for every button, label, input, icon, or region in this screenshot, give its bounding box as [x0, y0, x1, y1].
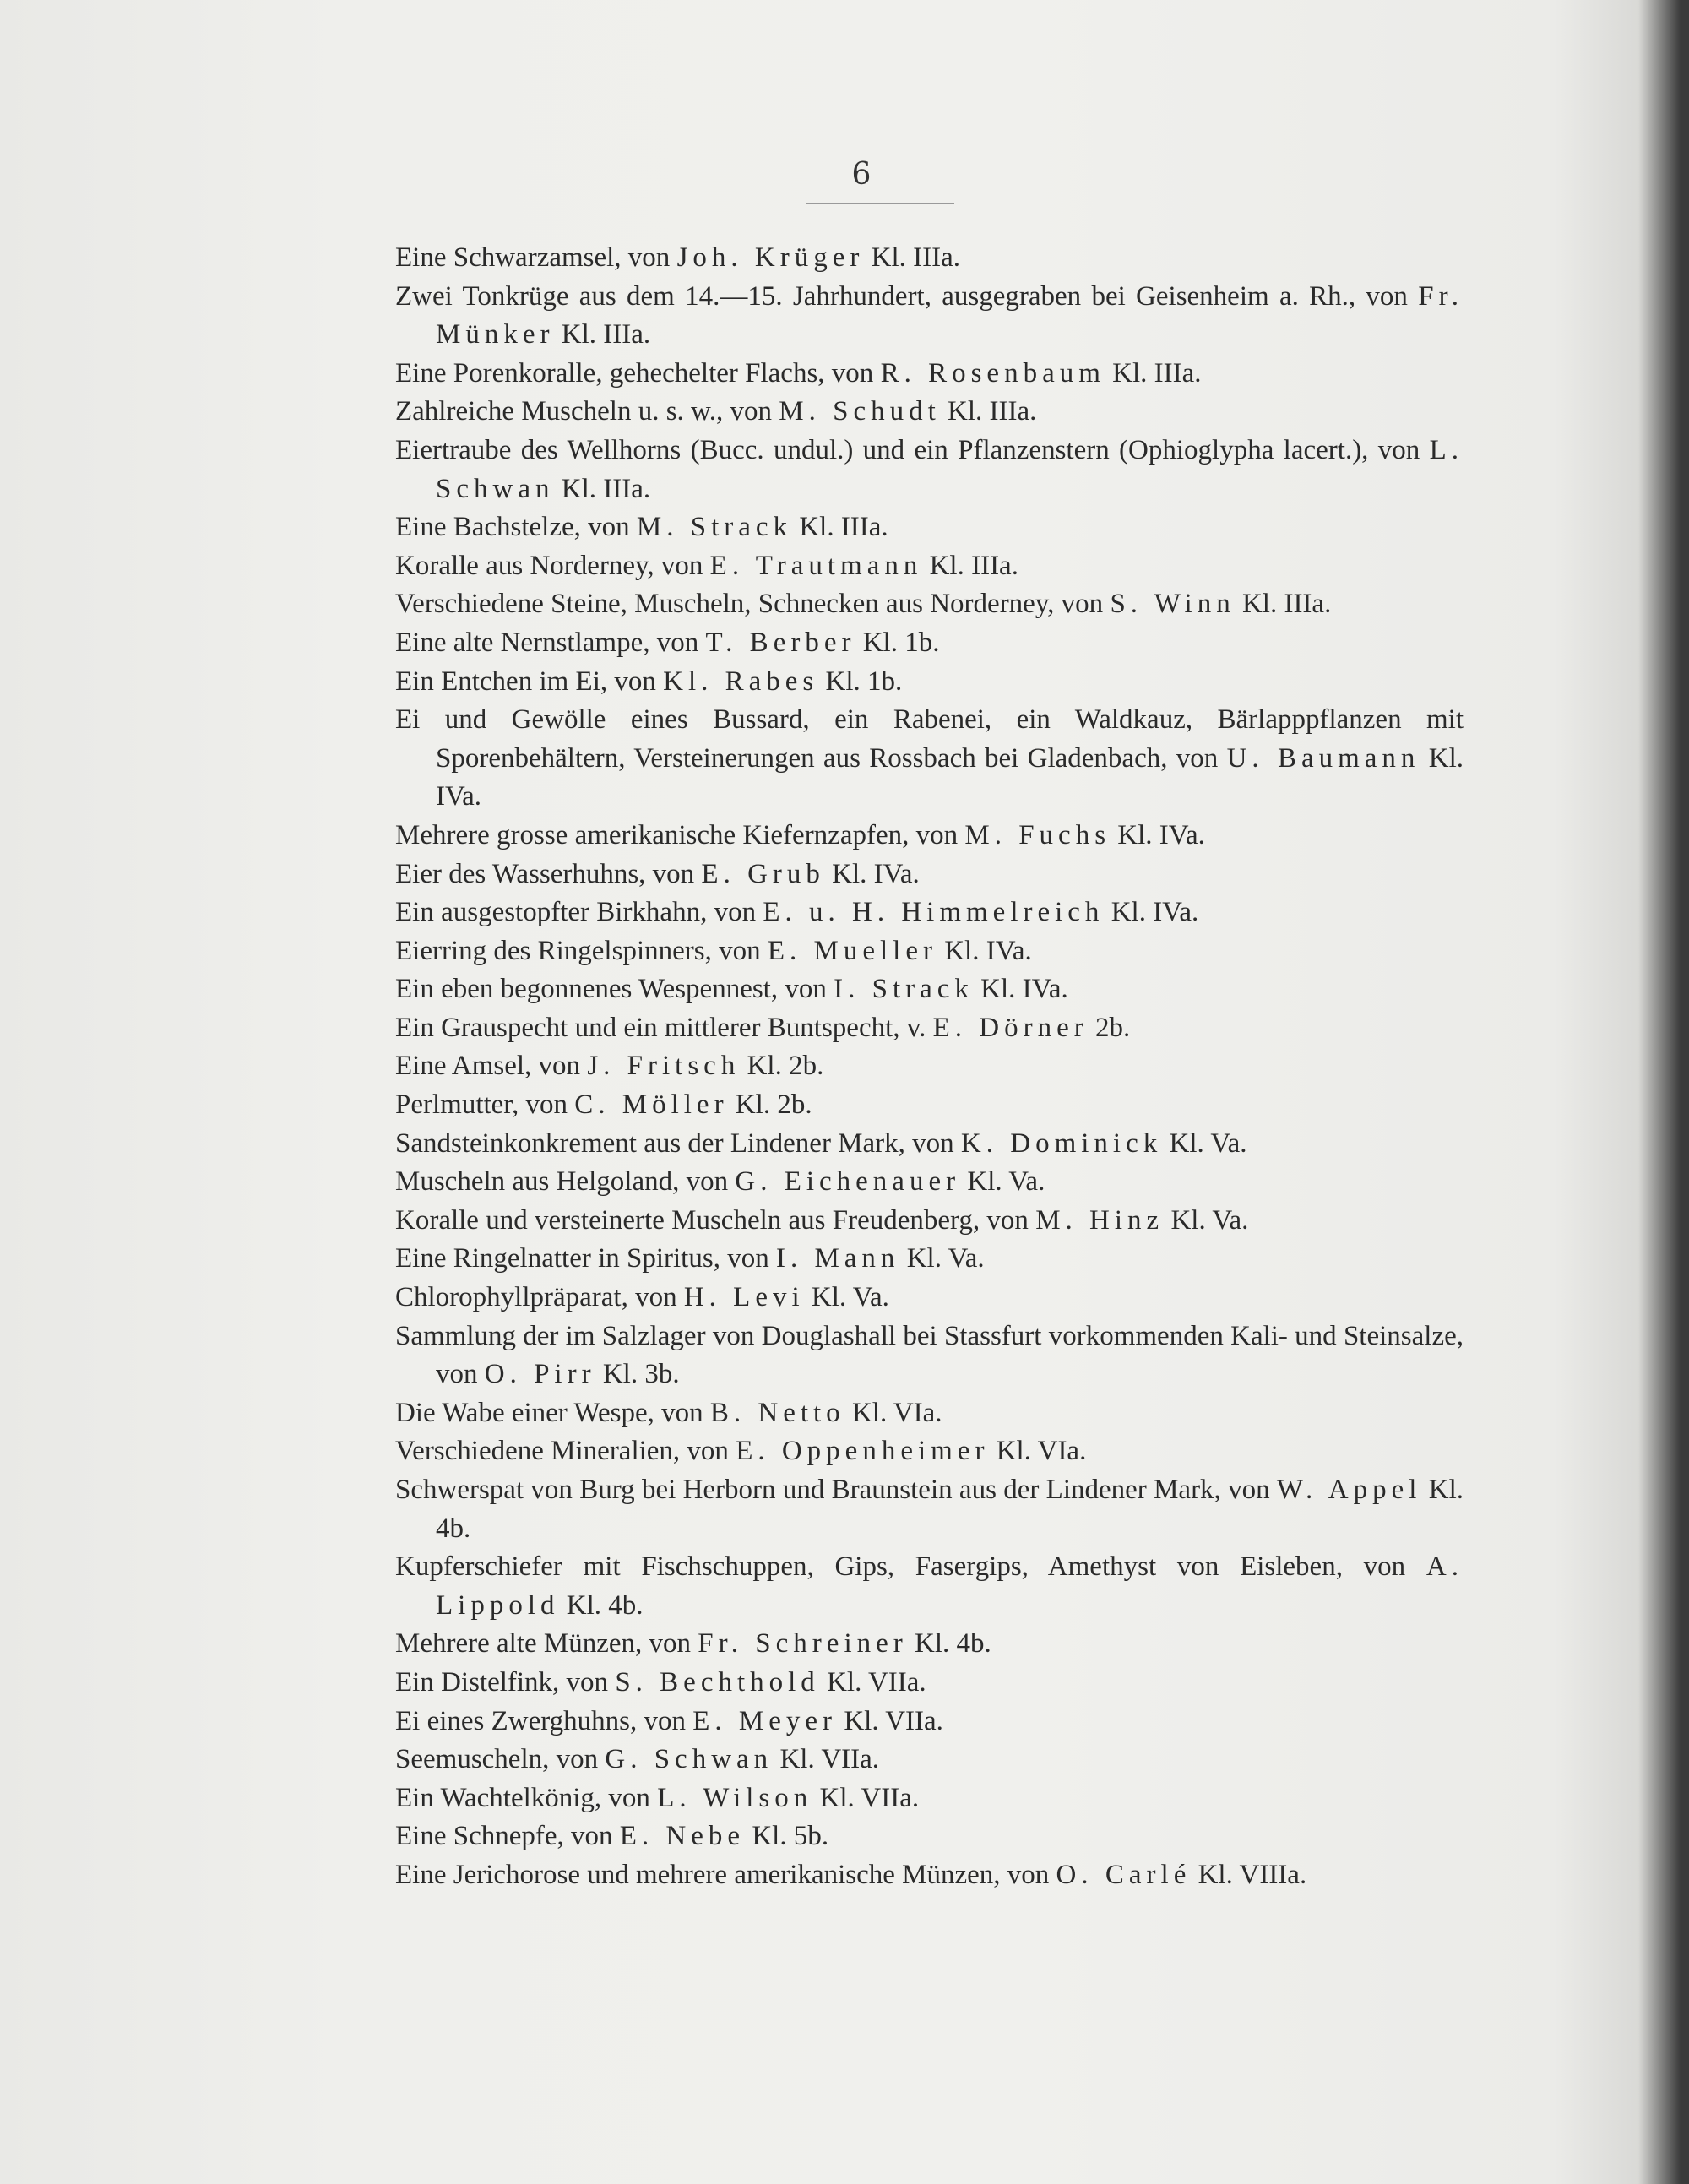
list-entry: Eine Amsel, von J. Fritsch Kl. 2b. — [395, 1051, 824, 1082]
list-entry: Eine Ringelnatter in Spiritus, von I. Mann Kl. Va. — [395, 1243, 985, 1274]
donation-list — [395, 239, 1464, 1895]
header-rule — [806, 203, 954, 204]
donor-name: K. Dominick — [960, 1127, 1163, 1159]
list-entry: Koralle aus Norderney, von E. Trautmann Kl. IIIa. — [395, 550, 1018, 581]
list-entry: Verschiedene Steine, Muscheln, Schnecken aus Norderney, von S. Winn Kl. IIIa. — [395, 589, 1332, 620]
list-entry: Koralle und versteinerte Muscheln aus Freudenberg, von M. Hinz Kl. Va. — [395, 1204, 1249, 1236]
donor-name: R. Rosenbaum — [880, 357, 1105, 388]
list-entry: Schwerspat von Burg bei Herborn und Braunstein aus der Lindener Mark, von W. Appel Kl. 4b. — [395, 1475, 1464, 1544]
donor-name: H. Levi — [683, 1282, 805, 1313]
list-entry: Mehrere grosse amerikanische Kiefernzapfen, von M. Fuchs Kl. IVa. — [395, 819, 1205, 850]
donor-name: E. Grub — [701, 858, 825, 889]
list-entry: Die Wabe einer Wespe, von B. Netto Kl. VIa. — [395, 1397, 942, 1428]
list-entry: Ein Grauspecht und ein mittlerer Buntspecht, v. E. Dörner 2b. — [395, 1012, 1131, 1043]
list-entry: Zwei Tonkrüge aus dem 14.—15. Jahrhundert, ausgegraben bei Geisenheim a. Rh., von Fr. Münker Kl. IIIa. — [395, 280, 1464, 350]
donor-name: Fr. Münker — [436, 280, 1464, 350]
list-entry: Ei und Gewölle eines Bussard, ein Rabenei, ein Waldkauz, Bärlapppflanzen mit Sporenbehältern, Versteinerungen aus Rossbach bei Gladenbach, von U. Baumann Kl. IVa. — [395, 704, 1464, 812]
donor-name: E. Trautmann — [709, 550, 923, 581]
list-entry: Ein eben begonnenes Wespennest, von I. Strack Kl. IVa. — [395, 974, 1068, 1005]
list-entry: Sammlung der im Salzlager von Douglashall bei Stassfurt vorkommenden Kali- und Steinsalze, von O. Pirr Kl. 3b. — [395, 1320, 1464, 1390]
list-entry: Eine Schwarzamsel, von Joh. Krüger Kl. IIIa. — [395, 242, 960, 273]
donor-name: U. Baumann — [1226, 742, 1420, 774]
donor-name: T. Berber — [705, 627, 856, 658]
list-entry: Eierring des Ringelspinners, von E. Mueller Kl. IVa. — [395, 935, 1032, 966]
list-entry: Mehrere alte Münzen, von Fr. Schreiner Kl. 4b. — [395, 1628, 991, 1660]
donor-name: E. Oppenheimer — [736, 1436, 990, 1467]
donor-name: A. Lippold — [436, 1551, 1464, 1621]
donor-name: I. Mann — [775, 1243, 900, 1274]
page-number: 6 — [851, 157, 872, 192]
list-entry: Eine Bachstelze, von M. Strack Kl. IIIa. — [395, 512, 888, 543]
list-entry: Kupferschiefer mit Fischschuppen, Gips, Fasergips, Amethyst von Eisleben, von A. Lippold Kl. 4b. — [395, 1551, 1464, 1621]
donor-name: E. Meyer — [692, 1705, 838, 1736]
donor-name: B. Netto — [709, 1397, 845, 1428]
list-entry: Muscheln aus Helgoland, von G. Eichenauer Kl. Va. — [395, 1166, 1045, 1198]
donor-name: M. Fuchs — [964, 819, 1111, 850]
list-entry: Eine alte Nernstlampe, von T. Berber Kl. 1b. — [395, 627, 940, 658]
donor-name: Joh. Krüger — [676, 242, 865, 273]
donor-name: I. Strack — [834, 974, 974, 1005]
list-entry: Ein ausgestopfter Birkhahn, von E. u. H. Himmelreich Kl. IVa. — [395, 897, 1199, 928]
donor-name: S. Winn — [1110, 589, 1236, 620]
donor-name: E. Dörner — [932, 1012, 1089, 1043]
list-entry: Zahlreiche Muscheln u. s. w., von M. Schudt Kl. IIIa. — [395, 396, 1037, 427]
list-entry: Ein Wachtelkönig, von L. Wilson Kl. VIIa. — [395, 1782, 920, 1813]
donor-name: G. Schwan — [605, 1744, 774, 1775]
donor-name: L. Wilson — [657, 1782, 813, 1813]
list-entry: Ei eines Zwerghuhns, von E. Meyer Kl. VIIa. — [395, 1705, 943, 1736]
donor-name: M. Hinz — [1035, 1204, 1165, 1236]
list-entry: Sandsteinkonkrement aus der Lindener Mark, von K. Dominick Kl. Va. — [395, 1127, 1247, 1159]
donor-name: M. Schudt — [779, 396, 941, 427]
donor-name: J. Fritsch — [587, 1051, 741, 1082]
list-entry: Seemuscheln, von G. Schwan Kl. VIIa. — [395, 1744, 880, 1775]
donor-name: E. Mueller — [767, 935, 937, 966]
list-entry: Verschiedene Mineralien, von E. Oppenheimer Kl. VIa. — [395, 1436, 1087, 1467]
donor-name: C. Möller — [574, 1089, 729, 1121]
donor-name: E. u. H. Himmelreich — [763, 897, 1105, 928]
donor-name: Kl. Rabes — [663, 666, 819, 697]
donor-name: W. Appel — [1276, 1475, 1422, 1505]
donor-name: O. Carlé — [1056, 1859, 1192, 1890]
list-entry: Eine Schnepfe, von E. Nebe Kl. 5b. — [395, 1821, 829, 1852]
donor-name: O. Pirr — [484, 1359, 596, 1390]
list-entry: Ein Entchen im Ei, von Kl. Rabes Kl. 1b. — [395, 666, 903, 697]
donor-name: E. Nebe — [619, 1821, 746, 1852]
donor-name: G. Eichenauer — [735, 1166, 961, 1198]
list-entry: Eine Jerichorose und mehrere amerikanische Münzen, von O. Carlé Kl. VIIIa. — [395, 1859, 1307, 1890]
donor-name: Fr. Schreiner — [698, 1628, 908, 1660]
list-entry: Eiertraube des Wellhorns (Bucc. undul.) und ein Pflanzenstern (Ophioglypha lacert.), von L. Schwan Kl. IIIa. — [395, 434, 1464, 504]
donor-name: L. Schwan — [436, 434, 1464, 504]
list-entry: Chlorophyllpräparat, von H. Levi Kl. Va. — [395, 1282, 889, 1313]
list-entry: Eine Porenkoralle, gehechelter Flachs, von R. Rosenbaum Kl. IIIa. — [395, 357, 1202, 388]
list-entry: Ein Distelfink, von S. Bechthold Kl. VIIa. — [395, 1666, 926, 1698]
donor-name: S. Bechthold — [615, 1666, 820, 1698]
donor-name: M. Strack — [636, 512, 793, 543]
list-entry: Perlmutter, von C. Möller Kl. 2b. — [395, 1089, 812, 1121]
list-entry: Eier des Wasserhuhns, von E. Grub Kl. IVa. — [395, 858, 920, 889]
